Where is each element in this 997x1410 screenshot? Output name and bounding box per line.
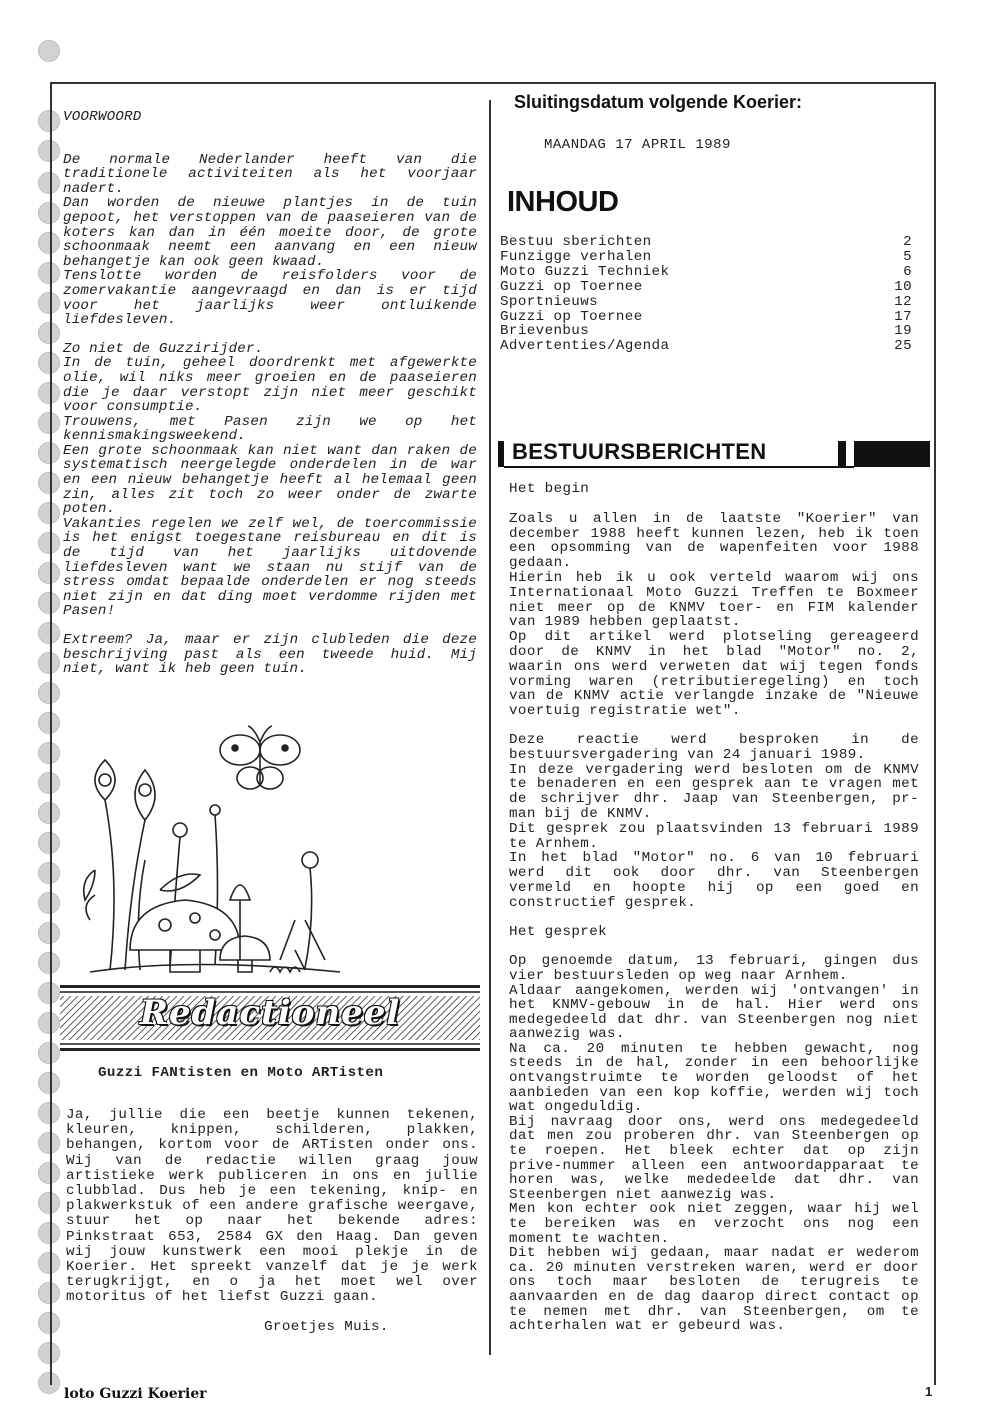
- footer-brand: loto Guzzi Koerier: [64, 1386, 207, 1402]
- page-number: 1: [925, 1384, 933, 1399]
- garden-illustration: [70, 720, 480, 975]
- redactioneel-paragraph: Ja, jullie die een beetje kunnen tekenen, kleuren, knippen, schilderen, plakken, behangen, kortom voor de ARTisten onder ons. Wij van de redactie willen graag jouw artistieke werk publiceren in ons en jullie clubblad. Dus heb je een tekening, knip- en plakwerkstuk of een andere grafische weergave, stuur het op naar het bekende adres: Pinkstraat 653, 2584 GX den Haag. Dan geven wij jouw kunstwerk een mooi plekje in de Koerier. Het spreekt vanzelf dat je je werk terugkrijgt, en o ja het moet wel over motoritus of het liefst Guzzi gaan.: [66, 1107, 487, 1306]
- toc-row: [500, 235, 912, 250]
- toc-row: [500, 280, 912, 295]
- toc-row: [500, 250, 912, 265]
- toc-label: Guzzi op Toernee: [500, 308, 643, 325]
- signature: Groetjes Muis.: [264, 1318, 389, 1335]
- redactioneel-title: Redactioneel: [139, 993, 401, 1033]
- voorwoord-heading: VOORWOORD: [63, 109, 142, 125]
- bestuurs-paragraph-2: Deze reactie werd besproken in de bestuursvergadering van 24 januari 1989. In deze vergadering werd besloten om de KNMV te benaderen en een gesprek aan te vragen met de schrijver dhr. Jaap van Steenbergen, pr-man bij de KNMV. Dit gesprek zou plaatsvinden 13 februari 1989 te Arnhem. In het blad "Motor" no. 6 van 10 februari werd dit ook door dhr. van Steenbergen vermeld en hoopte hij op een goed en constructief gesprek.: [509, 731, 919, 911]
- toc-label: Brievenbus: [500, 323, 590, 340]
- voorwoord-section: [63, 109, 486, 691]
- binder-hole: [38, 40, 60, 62]
- voorwoord-paragraph-1: De normale Nederlander heeft van die traditionele activiteiten als het voorjaar nadert. Dan worden de nieuwe plantjes in de tuin gepoot, het verstoppen van de paaseieren van de koters kan dan in één moeite door, de grote schoonmaak neemt een aanvang en een nieuw behangetje kan ook geen kwaad. Tenslotte worden de reisfolders voor de zomervakantie aangevraagd en dan is er tijd voor het jaarlijks weer ontluikende liefdesleven.: [63, 151, 477, 329]
- butterfly-icon: [220, 726, 300, 789]
- toc-page: 6: [903, 263, 912, 280]
- column-divider: [489, 100, 491, 1355]
- toc-page: 25: [894, 338, 912, 355]
- toc-page: 2: [903, 234, 912, 250]
- bestuurs-paragraph-3: Op genoemde datum, 13 februari, gingen dus vier bestuursleden op weg naar Arnhem. Aldaar aangekomen, werden wij 'ontvangen' in het KNMV-gebouw in de hal. Hier werd ons medegedeeld dat dhr. van Steenbergen nog niet aanwezig was. Na ca. 20 minuten te hebben gewacht, nog steeds in de hal, zonder in een behoorlijke ontvangstruimte te worden geloodst of het aanbieden van een kop koffie, werden wij toch wat ongeduldig. Bij navraag door ons, werd ons medegedeeld dat men zou proberen dhr. van Steenbergen op te roepen. Het bleek echter dat op zijn prive-nummer alleen een antwoordapparaat te horen was, welke mededeelde dat dhr. van Steenbergen niet aanwezig was. Men kon echter ook niet zeggen, waar hij wel te bereiken was en verzocht ons nog een moment te wachten. Dit hebben wij gedaan, maar nadat er wederom ca. 20 minuten verstreken waren, werd er door ons toch maar besloten de terugreis te aanvaarden en de dag daarop direct contact op te nemen met dhr. van Steenbergen, om te achterhalen wat er gebeurd was.: [509, 953, 919, 1335]
- toc-label: Bestuu sberichten: [500, 234, 652, 250]
- toc-row: [500, 324, 912, 339]
- toc-page: 19: [894, 323, 912, 340]
- subheading-het-begin: Het begin: [509, 481, 590, 497]
- toc-label: Moto Guzzi Techniek: [500, 263, 670, 280]
- bestuursberichten-body: [509, 482, 919, 1348]
- redactioneel-body: [66, 1107, 487, 1335]
- subheading-het-gesprek: Het gesprek: [509, 923, 608, 940]
- table-of-contents: [500, 235, 912, 354]
- toc-page: 10: [894, 278, 912, 295]
- redactioneel-subtitle: Guzzi FANtisten en Moto ARTisten: [98, 1065, 384, 1081]
- toc-label: Guzzi op Toernee: [500, 278, 643, 295]
- bestuursberichten-title: BESTUURSBERICHTEN: [512, 439, 767, 464]
- toc-label: Sportnieuws: [500, 293, 599, 310]
- toc-label: Advertenties/Agenda: [500, 338, 670, 355]
- toc-row: [500, 339, 912, 354]
- toc-label: Funzigge verhalen: [500, 248, 652, 265]
- toc-page: 5: [903, 248, 912, 265]
- toc-row: [500, 265, 912, 280]
- closing-date: MAANDAG 17 APRIL 1989: [544, 137, 731, 153]
- voorwoord-paragraph-3: Extreem? Ja, maar er zijn clubleden die deze beschrijving past als een tweede huid. Mij niet, want ik heb geen tuin.: [63, 632, 486, 678]
- inhoud-title: INHOUD: [507, 186, 619, 218]
- toc-row: [500, 295, 912, 310]
- closing-date-title: Sluitingsdatum volgende Koerier:: [514, 92, 803, 112]
- voorwoord-paragraph-2: Zo niet de Guzzirijder. In de tuin, geheel doordrenkt met afgewerkte olie, wil niks meer groeien en de paaseieren die je daar verstopt zijn niet meer geschikt voor consumptie. Trouwens, met Pasen zijn we op het kennismakingsweekend. Een grote schoonmaak kan niet want dan raken de systematisch neergelegde onderdelen in de war en een nieuw behangetje heeft al helemaal geen zin, alles zit toch zo weer onder de zwarte poten. Vakanties regelen we zelf wel, de toercommissie is het enigst toegestane reisbureau en dit is de tijd van het jaarlijks uitdovende liefdesleven want we staan nu stijf van de stress omdat bepaalde onderdelen er nog steeds niet zijn en dat ding moet verdomme rijden met Pasen!: [63, 340, 477, 620]
- toc-page: 17: [894, 308, 912, 325]
- toc-page: 12: [894, 293, 912, 310]
- bestuurs-paragraph-1: Zoals u allen in de laatste "Koerier" van december 1988 heeft kunnen lezen, heb ik toen een opsomming van de wapenfeiten voor 1988 gedaan. Hierin heb ik u ook verteld waarom wij ons Internationaal Moto Guzzi Treffen te Boxmeer niet meer op de KNMV toer- en FIM kalender van 1989 hebben geplaatst. Op dit artikel werd plotseling gereageerd door de KNMV in het blad "Motor" no. 2, waarin ons werd verweten dat wij tegen fonds vorming waren (retributieregeling) en toch van de KNMV actie verlangde inzake de "Nieuwe voertuig registratie wet".: [509, 510, 919, 720]
- toc-row: [500, 310, 912, 325]
